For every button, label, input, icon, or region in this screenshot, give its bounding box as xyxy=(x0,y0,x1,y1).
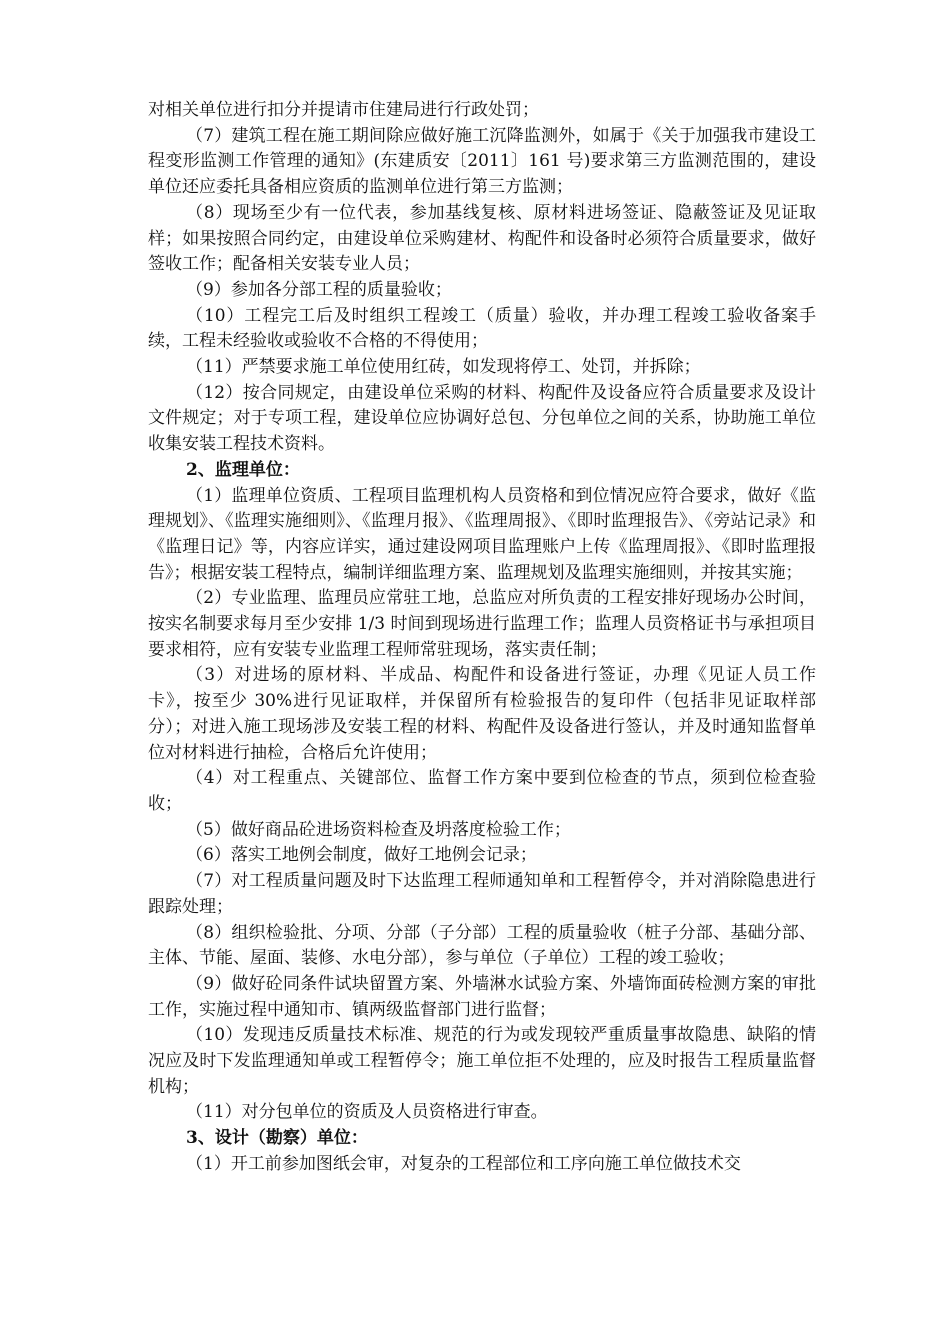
list-item-11: （11）严禁要求施工单位使用红砖，如发现将停工、处罚，并拆除； xyxy=(186,357,701,378)
supervision-item-3: （3）对进场的原材料、半成品、构配件和设备进行签证，办理《见证人员工作卡》，按至少 30%进行见证取样，并保留所有检验报告的复印件（包括非见证取样部分）；对进入施工现场涉及安装工程的材料、构配件及设备进行签认，并及时通知监督单位对材料进行抽检，合格后允许使用； xyxy=(148,665,816,763)
supervision-item-7: （7）对工程质量问题及时下达监理工程师通知单和工程暂停令，并对消除隐患进行跟踪处理； xyxy=(148,871,816,917)
document-page xyxy=(148,98,816,1178)
supervision-item-6: （6）落实工地例会制度，做好工地例会记录； xyxy=(186,845,537,866)
supervision-item-10: （10）发现违反质量技术标准、规范的行为或发现较严重质量事故隐患、缺陷的情况应及时下发监理通知单或工程暂停令；施工单位拒不处理的，应及时报告工程质量监督机构； xyxy=(148,1025,816,1097)
supervision-item-9: （9）做好砼同条件试块留置方案、外墙淋水试验方案、外墙饰面砖检测方案的审批工作，实施过程中通知市、镇两级监督部门进行监督； xyxy=(148,973,816,1020)
list-item-12: （12）按合同规定，由建设单位采购的材料、构配件及设备应符合质量要求及设计文件规定；对于专项工程，建设单位应协调好总包、分包单位之间的关系，协助施工单位收集安装工程技术资料。 xyxy=(148,382,816,455)
section-heading-design: 3、设计（勘察）单位： xyxy=(186,1128,368,1149)
supervision-item-8: （8）组织检验批、分项、分部（子分部）工程的质量验收（桩子分部、基础分部、主体、节能、屋面、装修、水电分部），参与单位（子单位）工程的竣工验收； xyxy=(148,922,816,969)
paragraph-continuation: 对相关单位进行扣分并提请市住建局进行行政处罚； xyxy=(148,100,539,120)
supervision-item-11: （11）对分包单位的资质及人员资格进行审查。 xyxy=(186,1102,548,1123)
supervision-item-2: （2）专业监理、监理员应常驻工地，总监应对所负责的工程安排好现场办公时间，按实名制要求每月至少安排 1/3 时间到现场进行监理工作；监理人员资格证书与承担项目要求相符，应有安装专业监理工程师常驻现场，落实责任制； xyxy=(148,588,816,660)
section-heading-supervision: 2、监理单位： xyxy=(186,459,300,480)
list-item-8: （8）现场至少有一位代表，参加基线复核、原材料进场签证、隐蔽签证及见证取样；如果按照合同约定，由建设单位采购建材、构配件和设备时必须符合质量要求，做好签收工作；配备相关安装专业人员； xyxy=(148,202,816,275)
supervision-item-1: （1）监理单位资质、工程项目监理机构人员资格和到位情况应符合要求，做好《监理规划》、《监理实施细则》、《监理月报》、《监理周报》、《即时监理报告》、《旁站记录》和《监理日记》等，内容应详实，通过建设网项目监理账户上传《监理周报》、《即时监理报告》；根据安装工程特点，编制详细监理方案、监理规划及监理实施细则，并按其实施； xyxy=(148,485,816,583)
list-item-10: （10）工程完工后及时组织工程竣工（质量）验收，并办理工程竣工验收备案手续，工程未经验收或验收不合格的不得使用； xyxy=(148,305,816,352)
supervision-item-5: （5）做好商品砼进场资料检查及坍落度检验工作； xyxy=(186,819,571,840)
list-item-9: （9）参加各分部工程的质量验收； xyxy=(186,279,452,300)
list-item-7: （7）建筑工程在施工期间除应做好施工沉降监测外，如属于《关于加强我市建设工程变形监测工作管理的通知》(东建质安〔2011〕161 号)要求第三方监测范围的，建设单位还应委托具备相应资质的监测单位进行第三方监测； xyxy=(148,125,816,198)
design-item-1: （1）开工前参加图纸会审，对复杂的工程部位和工序向施工单位做技术交 xyxy=(186,1153,741,1174)
supervision-item-4: （4）对工程重点、关键部位、监督工作方案中要到位检查的节点，须到位检查验收； xyxy=(148,768,816,814)
